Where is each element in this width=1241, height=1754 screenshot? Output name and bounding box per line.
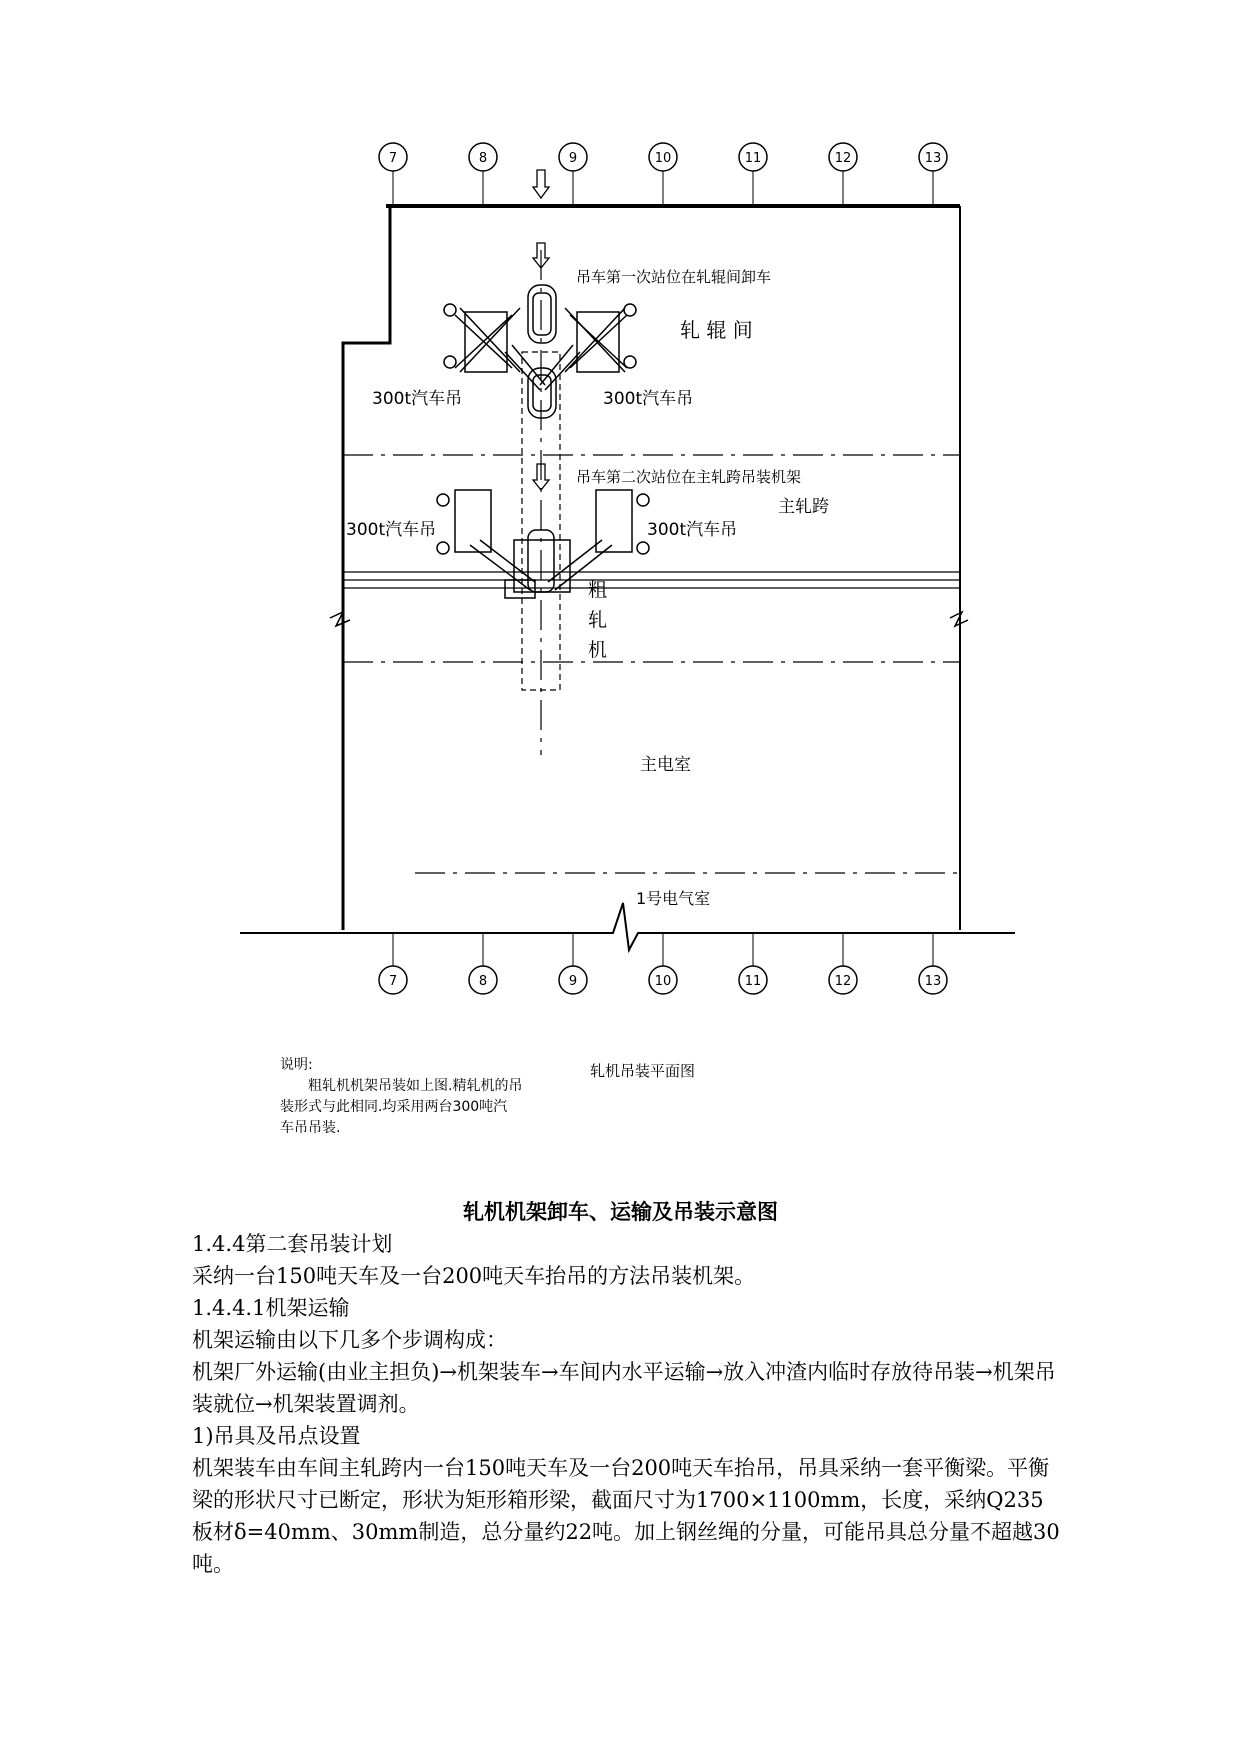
axis-marker [829, 143, 857, 206]
label-roughing-mill: 机 [588, 639, 608, 661]
label-crane: 300t汽车吊 [647, 520, 738, 540]
crane-station-2 [437, 490, 649, 598]
axis-label: 9 [568, 974, 578, 989]
axis-label: 12 [834, 151, 852, 166]
axis-label: 7 [388, 974, 398, 989]
axis-markers-top [379, 143, 947, 206]
note-line: 车吊吊装. [280, 1120, 341, 1136]
axis-label: 12 [834, 974, 852, 989]
axis-label: 9 [568, 151, 578, 166]
label-main-electric-room: 主电室 [640, 755, 691, 775]
axis-marker [829, 933, 857, 994]
axis-label: 13 [924, 974, 942, 989]
label-crane: 300t汽车吊 [603, 389, 694, 409]
axis-marker [469, 143, 497, 206]
axis-marker [379, 143, 407, 206]
paragraph: 采纳一台150吨天车及一台200吨天车抬吊的方法吊装机架。 [192, 1264, 756, 1288]
paragraph: 机架运输由以下几多个步调构成： [192, 1328, 507, 1352]
note-line: 装形式与此相同.均采用两台300吨汽 [280, 1099, 508, 1115]
label-crane: 300t汽车吊 [346, 520, 437, 540]
axis-label: 8 [478, 974, 488, 989]
axis-label: 10 [654, 974, 672, 989]
note-heading: 说明: [280, 1057, 313, 1073]
axis-label: 7 [388, 151, 398, 166]
body-text [192, 1228, 1062, 1580]
label-roughing-mill: 粗 [588, 579, 608, 601]
axis-label: 10 [654, 151, 672, 166]
paragraph: 机架厂外运输(由业主担负)→机架装车→车间内水平运输→放入冲渣内临时存放待吊装→机架吊装就位→机架装置调剂。 [192, 1360, 1056, 1416]
note-line: 粗轧机机架吊装如上图.精轧机的吊 [308, 1078, 523, 1094]
label-crane: 300t汽车吊 [372, 389, 463, 409]
figure-caption: 轧机机架卸车、运输及吊装示意图 [463, 1200, 778, 1224]
label-roughing-mill: 轧 [588, 609, 608, 631]
drawing-note [280, 1055, 600, 1139]
span-lines [343, 455, 960, 873]
axis-marker [649, 143, 677, 206]
section-heading: 1.4.4第二套吊装计划 [192, 1232, 393, 1256]
paragraph: 机架装车由车间主轧跨内一台150吨天车及一台200吨天车抬吊，吊具采纳一套平衡梁。平衡梁的形状尺寸已断定，形状为矩形箱形梁，截面尺寸为1700×1100mm，长度，采纳Q235板材δ=40mm、30mm制造，总分量约22吨。加上钢丝绳的分量，可能吊具总分量不超越30吨。 [192, 1456, 1060, 1576]
axis-label: 11 [744, 974, 762, 989]
label-electric-room-1: 1号电气室 [636, 889, 711, 908]
axis-marker [649, 933, 677, 994]
label-roll-room: 轧 辊 间 [680, 318, 753, 342]
building-outline [240, 206, 1015, 950]
plan-title: 轧机吊装平面图 [590, 1062, 696, 1080]
label-main-span: 主轧跨 [778, 497, 829, 517]
label-second-stop: 吊车第二次站位在主轧跨吊装机架 [576, 468, 802, 486]
axis-marker [379, 933, 407, 994]
axis-label: 8 [478, 151, 488, 166]
axis-marker [469, 933, 497, 994]
section-heading: 1)吊具及吊点设置 [192, 1424, 361, 1448]
axis-marker [559, 143, 587, 206]
axis-marker [919, 143, 947, 206]
label-first-stop: 吊车第一次站位在轧辊间卸车 [576, 268, 772, 286]
axis-marker [739, 143, 767, 206]
axis-marker [919, 933, 947, 994]
axis-marker [559, 933, 587, 994]
axis-marker [739, 933, 767, 994]
axis-markers-bottom [379, 933, 947, 994]
axis-label: 11 [744, 151, 762, 166]
section-heading: 1.4.4.1机架运输 [192, 1296, 350, 1320]
axis-label: 13 [924, 151, 942, 166]
